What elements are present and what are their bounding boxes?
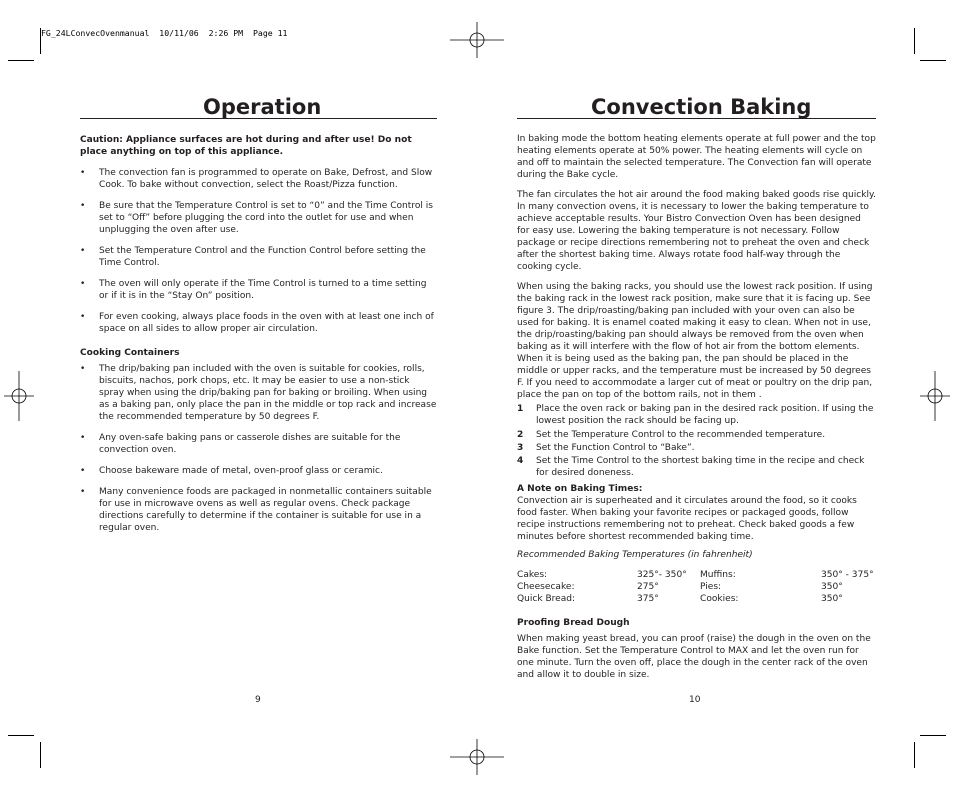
list-item: 4 Set the Time Control to the shortest baking time in the recipe and check for desired doneness. <box>517 456 865 478</box>
paragraph: When making yeast bread, you can proof (raise) the dough in the oven on the Bake function. Set the Temperature Control to MAX and let the oven run for one minute. Turn the oven off, place the dough in the center rack of the oven and allow it to double in size. <box>517 634 871 680</box>
paragraph: Convection air is superheated and it circulates around the food, so it cooks food faster. When baking your favorite recipes or packaged goods, follow recipe instructions remembering not to preheat. Check baked goods a few minutes before shortest recommended baking time. <box>517 496 857 542</box>
table-row: Quick Bread: 375° Cookies: 350° <box>517 594 843 604</box>
section-heading: Cooking Containers <box>80 348 180 358</box>
right-page <box>517 95 876 681</box>
registration-mark-icon <box>450 739 504 775</box>
bullet-icon: • <box>80 279 86 289</box>
bullet-icon: • <box>80 487 86 497</box>
table-caption: Recommended Baking Temperatures (in fahrenheit) <box>517 550 753 560</box>
list-item: • The drip/baking pan included with the oven is suitable for cookies, rolls, biscuits, nachos, pork chops, etc. It may be easier to use a non-stick spray when using the drip/baking pan for baking or broiling. When using as a baking pan, only place the pan in the middle or top rack and increase the recommended temperature by 50 degrees F. <box>80 364 437 422</box>
crop-mark <box>40 28 41 54</box>
crop-mark <box>914 28 915 54</box>
registration-mark-icon <box>4 371 34 421</box>
crop-mark <box>8 735 34 736</box>
bullet-icon: • <box>80 364 86 374</box>
page-number: 9 <box>255 695 261 705</box>
steps-list <box>517 403 876 479</box>
page-title: Convection Baking <box>517 95 876 119</box>
crop-mark <box>40 742 41 768</box>
bullet-icon: • <box>80 312 86 322</box>
bullet-icon: • <box>80 201 86 211</box>
registration-mark-icon <box>450 22 504 58</box>
list-item: • The convection fan is programmed to operate on Bake, Defrost, and Slow Cook. To bake without convection, select the Roast/Pizza function. <box>80 168 433 190</box>
table-row: Cheesecake: 275° Pies: 350° <box>517 582 843 592</box>
list-item: • Set the Temperature Control and the Function Control before setting the Time Control. <box>80 246 426 268</box>
bullet-icon: • <box>80 466 86 476</box>
table-row: Cakes: 325°- 350° Muffins: 350° - 375° <box>517 570 874 580</box>
left-page <box>80 95 437 534</box>
temperature-table <box>517 569 874 605</box>
operation-bullet-list <box>80 167 437 335</box>
crop-mark <box>920 735 946 736</box>
paragraph: In baking mode the bottom heating elements operate at full power and the top heating elements operate at 50% power. The heating elements will cycle on and off to maintain the selected temperature. The Convection fan will operate during the Bake cycle. <box>517 134 876 180</box>
list-item: • Many convenience foods are packaged in nonmetallic containers suitable for use in microwave ovens as well as regular ovens. Check package directions carefully to determine if the container is suitable for use in a regular oven. <box>80 487 432 533</box>
page-number: 10 <box>689 695 701 705</box>
step-number: 3 <box>517 443 524 453</box>
step-number: 2 <box>517 430 524 440</box>
caution-text: Caution: Appliance surfaces are hot during and after use! Do not place anything on top of this appliance. <box>80 135 412 157</box>
crop-mark <box>8 60 34 61</box>
crop-mark <box>914 742 915 768</box>
bullet-icon: • <box>80 168 86 178</box>
list-item: • Choose bakeware made of metal, oven-proof glass or ceramic. <box>80 466 383 476</box>
step-number: 1 <box>517 404 524 414</box>
registration-mark-icon <box>920 371 950 421</box>
list-item: 2 Set the Temperature Control to the recommended temperature. <box>517 430 826 440</box>
list-item: • For even cooking, always place foods in the oven with at least one inch of space on all sides to allow proper air circulation. <box>80 312 434 334</box>
paragraph: When using the baking racks, you should use the lowest rack position. If using the baking rack in the lowest rack position, make sure that it is facing up. See figure 3. The drip/roasting/baking pan included with your oven can also be used for baking. It is enamel coated making it easy to clean. When not in use, the drip/roasting/baking pan should always be removed from the oven when baking as it will interfere with the flow of hot air from the bottom elements. When it is being used as the baking pan, the pan should be placed in the middle or upper racks, and the temperature must be increased by 50 degrees F. If you need to accommodate a larger cut of meat or poultry on the drip pan, place the pan on top of the bottom rails, not in them . <box>517 282 873 400</box>
crop-mark <box>920 60 946 61</box>
paragraph: The fan circulates the hot air around the food making baked goods rise quickly. In many convection ovens, it is necessary to lower the baking temperature to achieve acceptable results. Your Bistro Convection Oven has been designed for easy use. Lowering the baking temperature is not necessary. Follow package or recipe directions remembering not to preheat the oven and check after the shortest baking time. Always rotate food half-way through the cooking cycle. <box>517 190 876 272</box>
section-heading: Proofing Bread Dough <box>517 618 630 628</box>
list-item: 1 Place the oven rack or baking pan in the desired rack position. If using the lowest position the rack should be facing up. <box>517 404 874 426</box>
print-slug: FG_24LConvecOvenmanual 10/11/06 2:26 PM Page 11 <box>41 28 288 38</box>
bullet-icon: • <box>80 246 86 256</box>
step-number: 4 <box>517 456 524 466</box>
list-item: • The oven will only operate if the Time Control is turned to a time setting or if it is in the “Stay On” position. <box>80 279 427 301</box>
page-title: Operation <box>80 95 437 119</box>
containers-bullet-list <box>80 363 437 534</box>
list-item: • Be sure that the Temperature Control is set to “0” and the Time Control is set to “Off” before plugging the cord into the outlet for use and when unplugging the oven after use. <box>80 201 433 235</box>
bullet-icon: • <box>80 433 86 443</box>
section-heading: A Note on Baking Times: <box>517 484 643 494</box>
list-item: • Any oven-safe baking pans or casserole dishes are suitable for the convection oven. <box>80 433 401 455</box>
list-item: 3 Set the Function Control to “Bake”. <box>517 443 695 453</box>
